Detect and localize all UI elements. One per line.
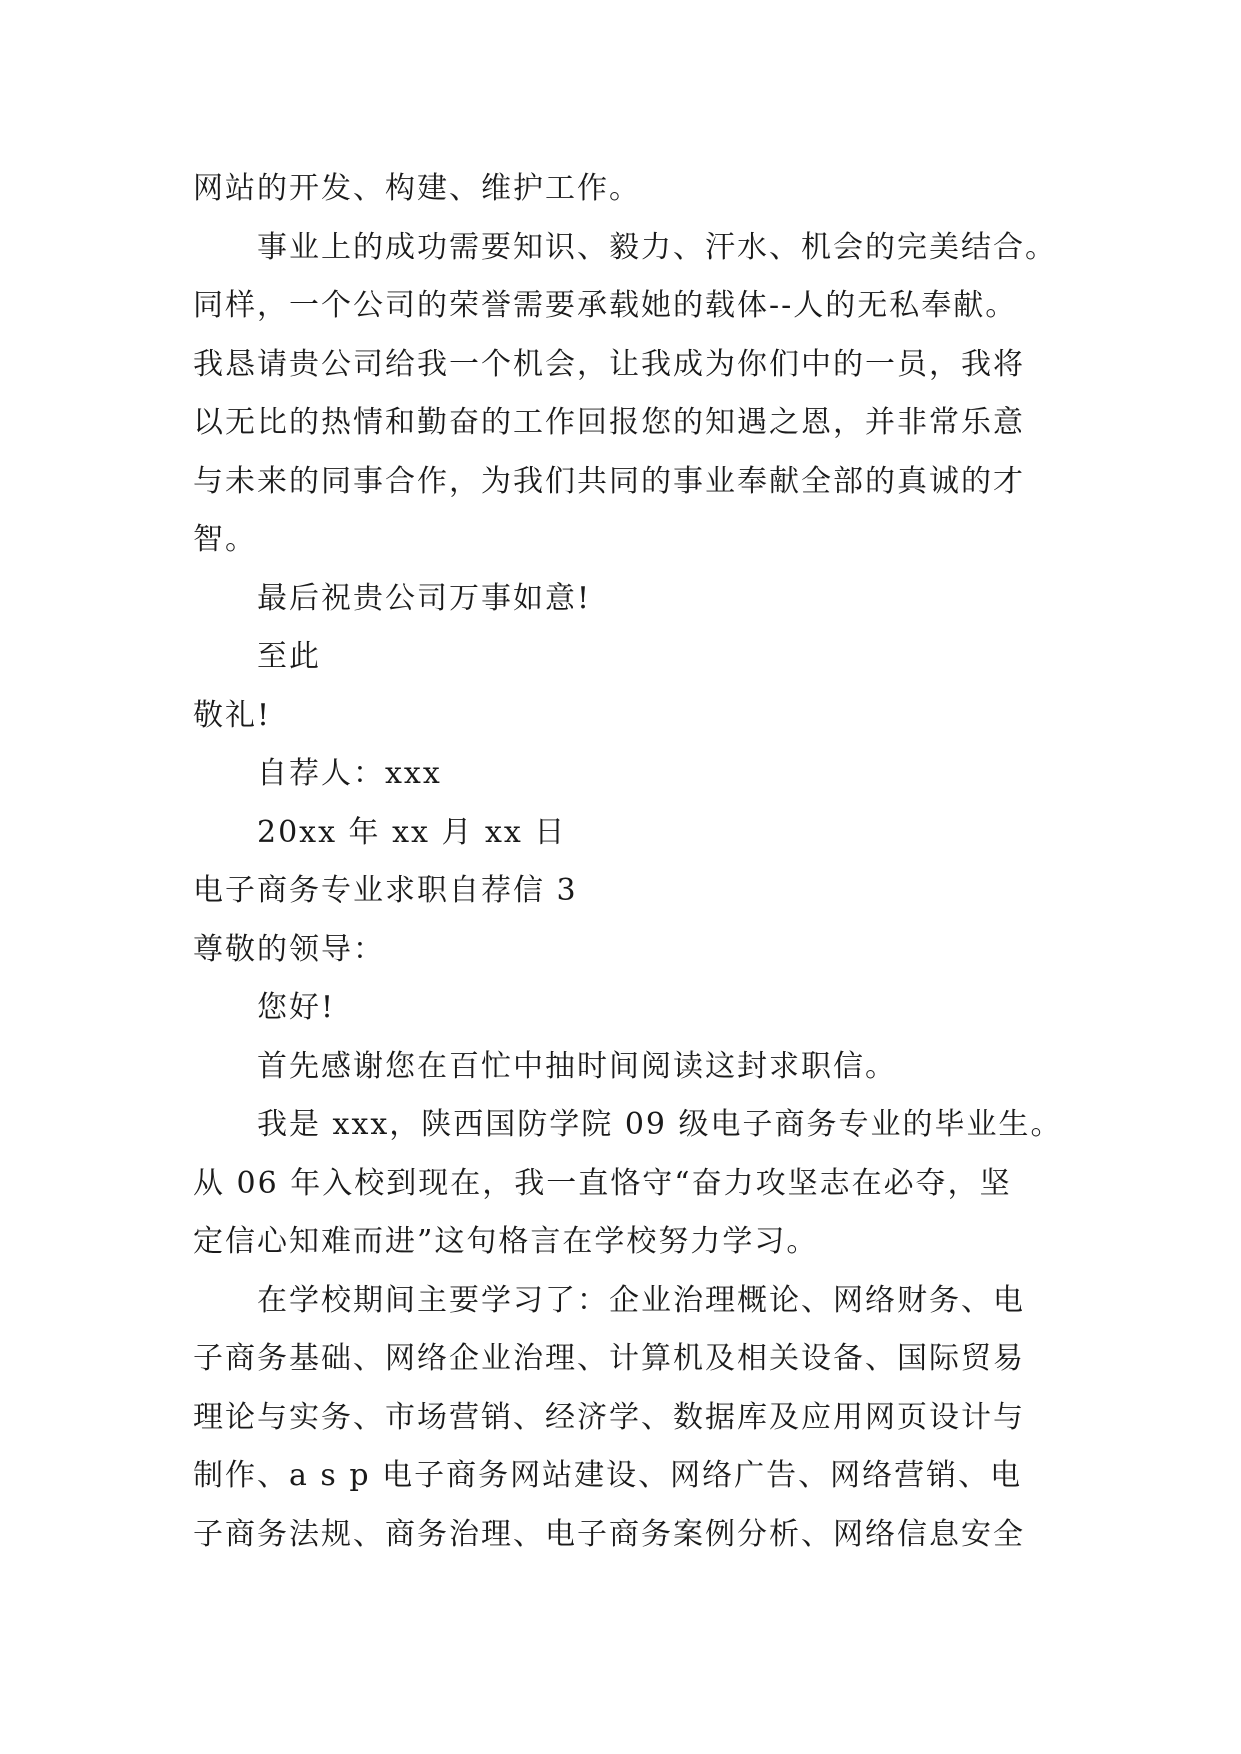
text-line: 首先感谢您在百忙中抽时间阅读这封求职信。 (257, 1048, 897, 1084)
text-line: 至此 (257, 639, 321, 674)
text-line: 理论与实务、市场营销、经济学、数据库及应用网页设计与 (193, 1399, 1025, 1435)
text-line: 敬礼! (193, 697, 272, 733)
text-line: 最后祝贵公司万事如意! (257, 580, 592, 616)
text-line: 您好! (257, 990, 336, 1025)
text-line: 20xx 年 xx 月 xx 日 (257, 814, 567, 850)
text-line: 以无比的热情和勤奋的工作回报您的知遇之恩，并非常乐意 (193, 405, 1025, 440)
text-line: 事业上的成功需要知识、毅力、汗水、机会的完美结合。 (257, 229, 1057, 265)
text-line: 我是 xxx，陕西国防学院 09 级电子商务专业的毕业生。 (257, 1107, 1063, 1142)
text-line: 子商务基础、网络企业治理、计算机及相关设备、国际贸易 (193, 1341, 1025, 1376)
text-line: 子商务法规、商务治理、电子商务案例分析、网络信息安全 (193, 1516, 1025, 1552)
document-body (193, 160, 1093, 1564)
text-line: 尊敬的领导： (193, 931, 385, 967)
text-line: 同样，一个公司的荣誉需要承载她的载体--人的无私奉献。 (193, 288, 1018, 323)
text-line: 从 06 年入校到现在，我一直恪守“奋力攻坚志在必夺，坚 (193, 1165, 1012, 1201)
text-line: 在学校期间主要学习了：企业治理概论、网络财务、电 (257, 1282, 1025, 1318)
text-line: 我恳请贵公司给我一个机会，让我成为你们中的一员，我将 (193, 346, 1025, 382)
text-line: 与未来的同事合作，为我们共同的事业奉献全部的真诚的才 (193, 463, 1025, 499)
text-line: 制作、a s p 电子商务网站建设、网络广告、网络营销、电 (193, 1458, 1023, 1493)
text-line: 网站的开发、构建、维护工作。 (193, 171, 641, 206)
text-line: 电子商务专业求职自荐信 3 (193, 873, 578, 908)
text-line: 自荐人：xxx (257, 756, 442, 791)
text-line: 定信心知难而进”这句格言在学校努力学习。 (193, 1224, 819, 1259)
text-line: 智。 (193, 522, 257, 557)
